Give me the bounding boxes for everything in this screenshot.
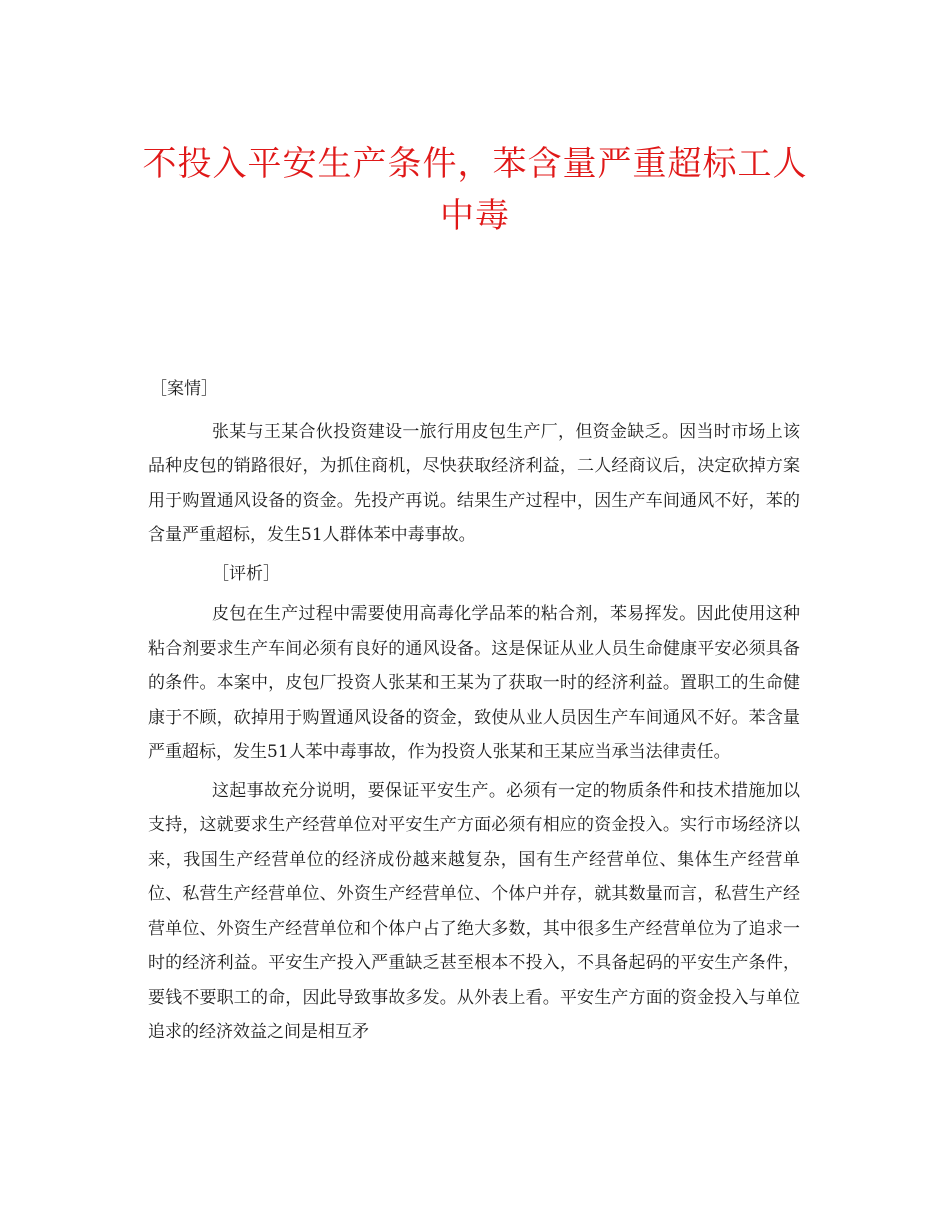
document-body [148,372,800,1054]
case-paragraph: 张某与王某合伙投资建设一旅行用皮包生产厂，但资金缺乏。因当时市场上该品种皮包的销路很好，为抓住商机，尽快获取经济利益，二人经商议后，决定砍掉方案用于购置通风设备的资金。先投产再说。结果生产过程中，因生产车间通风不好，苯的含量严重超标，发生51人群体苯中毒事故。 [148,421,800,545]
analysis-section-label: ［评析］ [212,563,280,584]
analysis-paragraph: 皮包在生产过程中需要使用高毒化学品苯的粘合剂，苯易挥发。因此使用这种粘合剂要求生产车间必须有良好的通风设备。这是保证从业人员生命健康平安必须具备的条件。本案中，皮包厂投资人张某和王某为了获取一时的经济利益。置职工的生命健康于不顾，砍掉用于购置通风设备的资金，致使从业人员因生产车间通风不好。苯含量严重超标，发生51人苯中毒事故，作为投资人张某和王某应当承当法律责任。 [148,604,800,762]
case-section-label: ［案情］ [150,379,218,399]
document-title: 不投入平安生产条件，苯含量严重超标工人中毒 [142,144,808,236]
discussion-paragraph: 这起事故充分说明，要保证平安生产。必须有一定的物质条件和技术措施加以支持，这就要求生产经营单位对平安生产方面必须有相应的资金投入。实行市场经济以来，我国生产经营单位的经济成份越来越复杂，国有生产经营单位、集体生产经营单位、私营生产经营单位、外资生产经营单位、个体户并存，就其数量而言，私营生产经营单位、外资生产经营单位和个体户占了绝大多数，其中很多生产经营单位为了追求一时的经济利益。平安生产投入严重缺乏甚至根本不投入，不具备起码的平安生产条件，要钱不要职工的命，因此导致事故多发。从外表上看。平安生产方面的资金投入与单位追求的经济效益之间是相互矛 [148,780,800,1042]
